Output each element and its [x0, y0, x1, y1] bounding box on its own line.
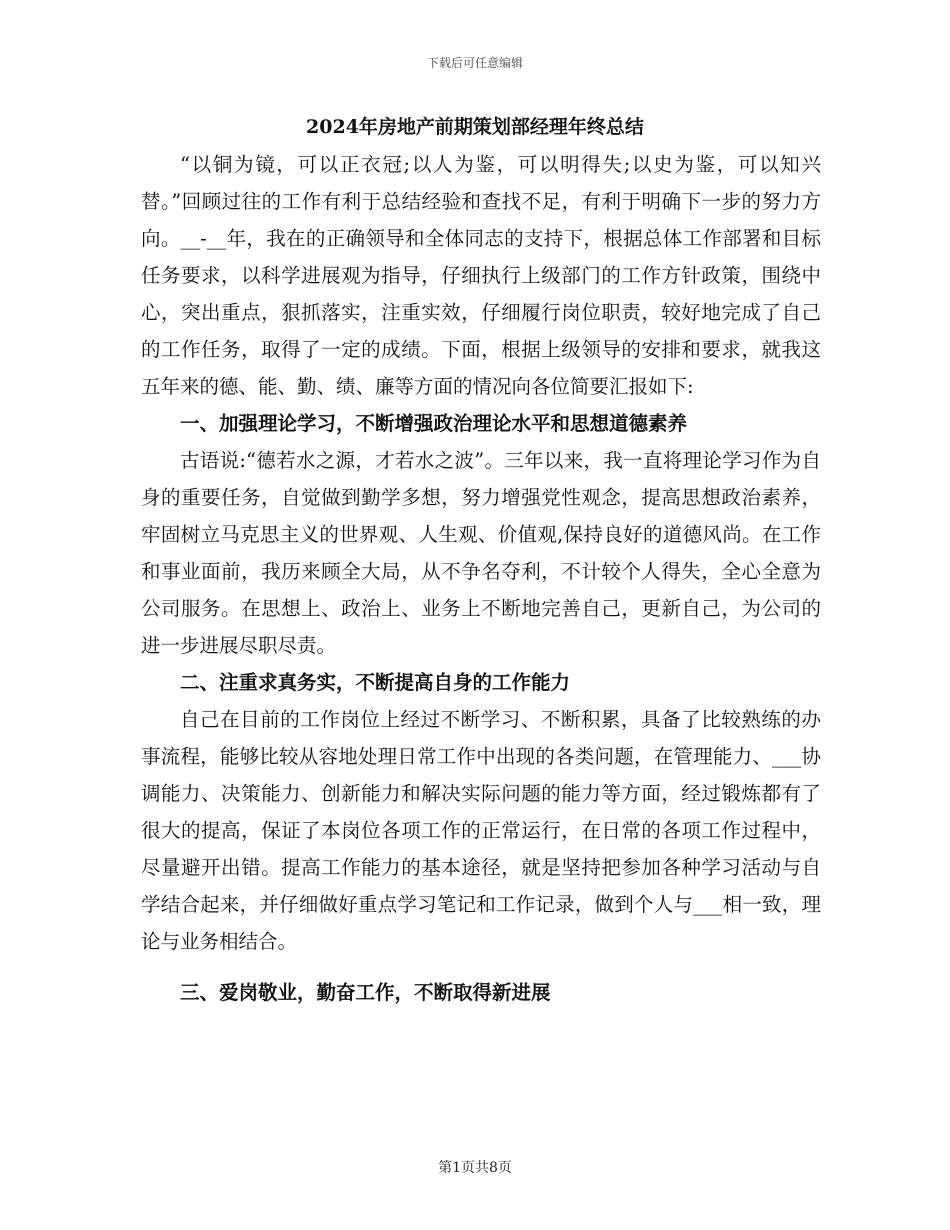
- header-note: 下载后可任意编辑: [426, 56, 523, 70]
- document-body: [141, 146, 821, 1011]
- section-heading-1: 一、加强理论学习，不断增强政治理论水平和思想道德素养: [180, 412, 688, 435]
- section-heading-3: 三、爱岗敬业，勤奋工作，不断取得新进展: [180, 981, 551, 1004]
- section-heading-2: 二、注重求真务实，不断提高自身的工作能力: [180, 671, 571, 694]
- intro-paragraph: “以铜为镜，可以正衣冠;以人为鉴，可以明得失;以史为鉴，可以知兴替。”回顾过往的工作有利于总结经验和查找不足，有利于明确下一步的努力方向。__-__年，我在的正确领导和全体同志的支持下，根据总体工作部署和目标任务要求，以科学进展观为指导，仔细执行上级部门的工作方针政策，围绕中心，突出重点，狠抓落实，注重实效，仔细履行岗位职责，较好地完成了自己的工作任务，取得了一定的成绩。下面，根据上级领导的安排和要求，就我这五年来的德、能、勤、绩、廉等方面的情况向各位简要汇报如下:: [141, 153, 821, 398]
- document-title: 2024年房地产前期策划部经理年终总结: [306, 116, 644, 138]
- section-paragraph-2: 自己在目前的工作岗位上经过不断学习、不断积累，具备了比较熟练的办事流程，能够比较从容地处理日常工作中出现的各类问题，在管理能力、___协调能力、决策能力、创新能力和解决实际问题的能力等方面，经过锻炼都有了很大的提高，保证了本岗位各项工作的正常运行，在日常的各项工作过程中，尽量避开出错。提高工作能力的基本途径，就是坚持把参加各种学习活动与自学结合起来，并仔细做好重点学习笔记和工作记录，做到个人与___相一致，理论与业务相结合。: [141, 708, 821, 953]
- section-paragraph-1: 古语说:“德若水之源，才若水之波”。三年以来，我一直将理论学习作为自身的重要任务，自觉做到勤学多想，努力增强党性观念，提高思想政治素养，牢固树立马克思主义的世界观、人生观、价值观,保持良好的道德风尚。在工作和事业面前，我历来顾全大局，从不争名夺利，不计较个人得失，全心全意为公司服务。在思想上、政治上、业务上不断地完善自己，更新自己，为公司的进一步进展尽职尽责。: [141, 449, 821, 657]
- page-number: 第1页共8页: [438, 1160, 512, 1176]
